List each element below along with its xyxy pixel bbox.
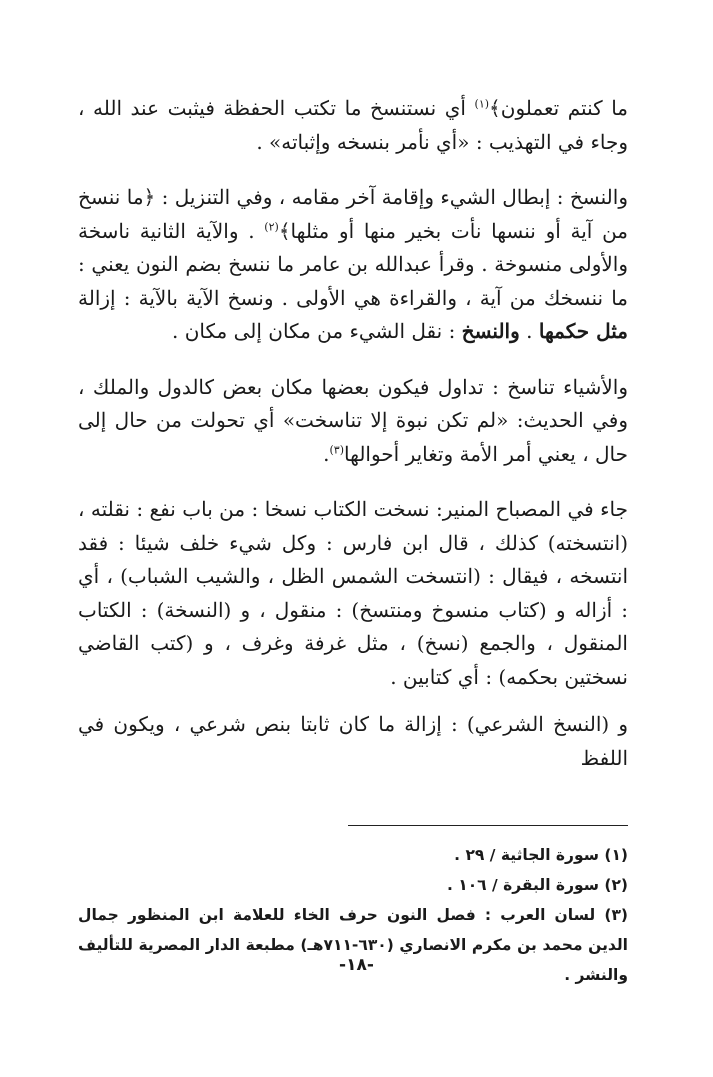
paragraph-1-text-a: ما كنتم تعملون﴾ (489, 96, 628, 120)
footnote-ref-2: (٢) (264, 219, 279, 233)
paragraph-5: و (النسخ الشرعي) : إزالة ما كان ثابتا بنص شرعي ، ويكون في اللفظ (78, 712, 628, 770)
paragraph-4: جاء في المصباح المنير: نسخت الكتاب نسخا : من باب نفع : نقلته ، (انتسخته) كذلك ، قال ابن فارس : وكل شيء خلف شيئا : فقد انتسخه ، فيقال : (انتسخت الشمس الظل ، والشيب الشباب) ، أي : أزاله و (كتاب منسوخ ومنتسخ) : منقول ، و (النسخة) : الكتاب المنقول ، والجمع (نسخ) ، مثل غرفة وغرف ، و (كتب القاضي نسختين بحكمه) : أي كتابين . (78, 497, 628, 689)
paragraph-2-bold-phrase: مثل حكمها (538, 319, 628, 343)
paragraph-2-text-a: والنسخ : إبطال الشيء وإقامة آخر مقامه ، وفي التنزيل : ﴿ما ننسخ من آية أو ننسها نأت بخير منها أو مثلها﴾ (78, 185, 629, 243)
footnote-ref-3: (٣) (329, 442, 344, 456)
footnote-ref-1: (١) (474, 97, 490, 111)
main-text (78, 92, 628, 795)
paragraph-2-text-d: : نقل الشيء من مكان إلى مكان . (171, 319, 462, 343)
paragraph-1-text-b: أي نستنسخ ما تكتب الحفظة فيثبت عند الله ، وجاء في التهذيب : «أي نأمر بنسخه وإثباته» . (78, 96, 628, 154)
paragraph-3-text-b: . (323, 441, 330, 466)
paragraph-3-text-a: والأشياء تناسخ : تداول فيكون بعضها مكان بعض كالدول والملك ، وفي الحديث: «لم تكن نبوة إلا تناسخت» أي تحولت من حال إلى حال ، يعني أمر الأمة وتغاير أحوالها (78, 374, 628, 466)
paragraph-2-bold-term: والنسخ (461, 319, 520, 343)
paragraph-2-text-c: . (519, 319, 539, 343)
footnote-2: (٢) سورة البقرة / ١٠٦ . (446, 876, 628, 894)
paragraph-3 (78, 371, 628, 472)
footnote-1: (١) سورة الجاثية / ٢٩ . (454, 846, 628, 864)
page-number: -١٨- (339, 955, 374, 975)
paragraph-2-text-b: . والآية الثانية ناسخة والأولى منسوخة . وقرأ عبدالله بن عامر ما ننسخ بضم النون يعني : ما ننسخك من آية ، والقراءة هي الأولى . ونسخ الآية بالآية : إزالة (78, 218, 628, 310)
footnote-divider (348, 825, 628, 826)
paragraph-1 (78, 92, 628, 159)
paragraph-2 (78, 181, 628, 349)
footnote-3: (٣) لسان العرب : فصل النون حرف الخاء للعلامة ابن المنظور جمال الدين محمد بن مكرم الانصاري (٦٣٠-٧١١هـ) مطبعة الدار المصرية للتأليف والنشر . (78, 906, 628, 984)
